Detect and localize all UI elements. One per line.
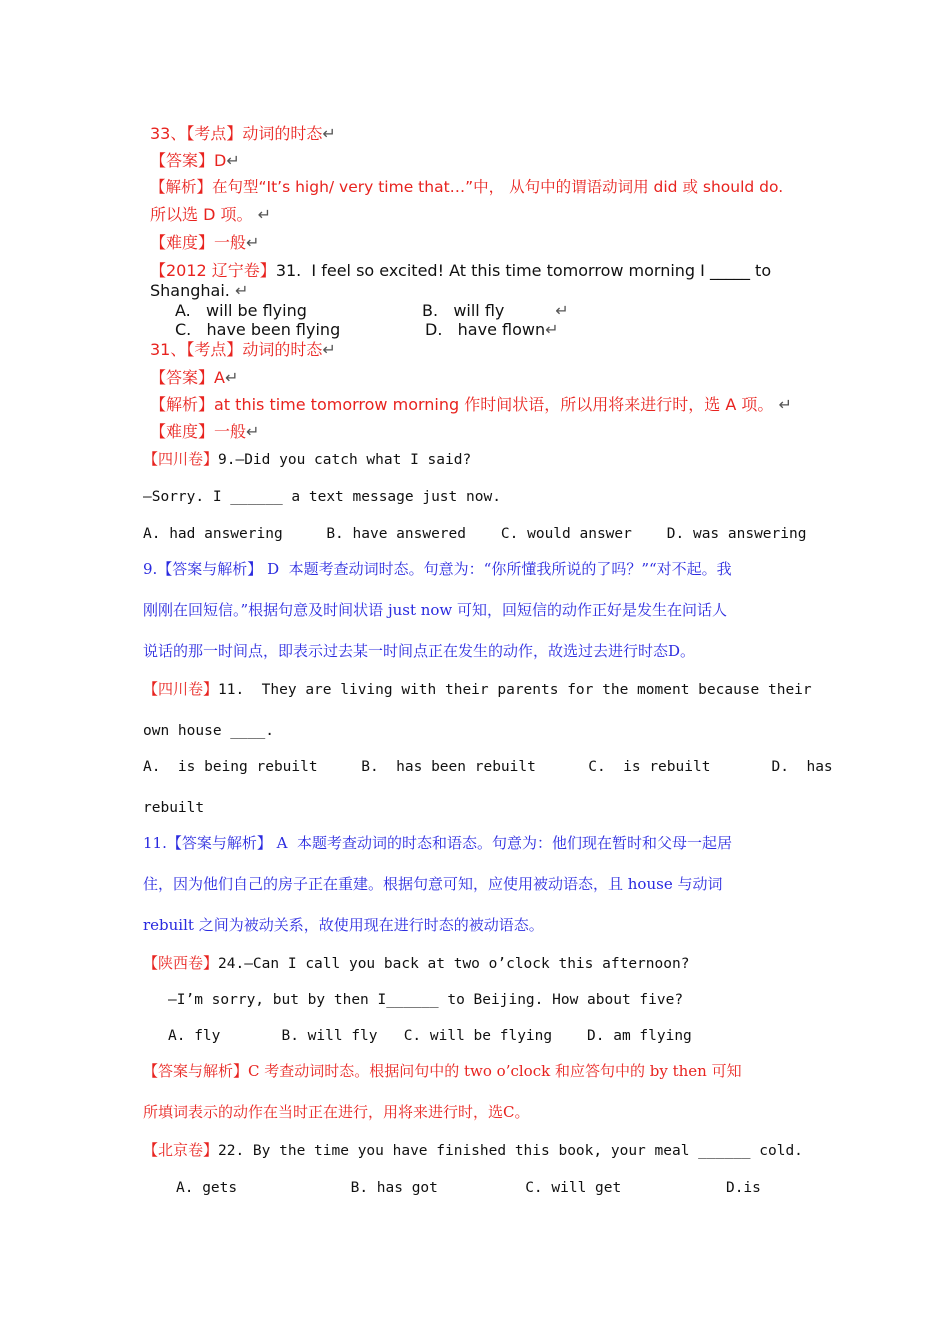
q11-stem-line1: 【四川卷】11. They are living with their parents for the moment because their: [143, 680, 812, 698]
q11-analysis-line2: 住，因为他们自己的房子正在重建。根据句意可知，应使用被动语态，且 house 与动词: [143, 875, 723, 893]
q31-answer: 【答案】A↵: [150, 368, 239, 387]
q31-difficulty: 【难度】一般↵: [150, 422, 260, 441]
q31-stem-line2: Shanghai. ↵: [150, 281, 249, 300]
q22-stem: 【北京卷】22. By the time you have finished this book, your meal ______ cold.: [143, 1141, 803, 1159]
q33-answer: 【答案】D↵: [150, 151, 240, 170]
q24-options: A. fly B. will fly C. will be flying D. am flying: [168, 1028, 692, 1044]
q33-analysis-line2: 所以选 D 项。 ↵: [150, 205, 271, 224]
q11-options: A. is being rebuilt B. has been rebuilt C. is rebuilt D. has: [143, 759, 833, 775]
q33-analysis-line1: 【解析】在句型“It’s high/ very time that…”中， 从句中的谓语动词用 did 或 should do.: [150, 178, 784, 196]
q31-option-c: C. have been flying: [175, 320, 341, 339]
q31-analysis: 【解析】at this time tomorrow morning 作时间状语，所以用将来进行时，选 A 项。 ↵: [150, 395, 792, 414]
q31-point: 31、【考点】动词的时态↵: [150, 340, 336, 359]
q31-option-d: D. have flown↵: [425, 320, 559, 339]
q22-source: 【北京卷】: [143, 1141, 219, 1159]
q24-analysis-line2: 所填词表示的动作在当时正在进行，用将来进行时，选C。: [143, 1103, 530, 1121]
q9-analysis-line3: 说话的那一时间点，即表示过去某一时间点正在发生的动作，故选过去进行时态D。: [143, 642, 696, 660]
q24-analysis-line1: 【答案与解析】C 考查动词时态。根据问句中的 two o’clock 和应答句中的 by then 可知: [143, 1062, 742, 1080]
q9-options: A. had answering B. have answered C. would answer D. was answering: [143, 526, 807, 542]
q24-stem-line2: —I’m sorry, but by then I______ to Beijing. How about five?: [168, 992, 684, 1008]
q11-analysis-line1: 11.【答案与解析】 A 本题考查动词的时态和语态。句意为：他们现在暂时和父母一起居: [143, 834, 732, 852]
q24-source: 【陕西卷】: [143, 954, 219, 972]
q11-analysis-line3: rebuilt 之间为被动关系，故使用现在进行时态的被动语态。: [143, 916, 544, 934]
q22-options: A. gets B. has got C. will get D.is: [176, 1180, 761, 1196]
q33-point: 33、【考点】动词的时态↵: [150, 124, 336, 143]
q11-stem-line2: own house ____.: [143, 723, 274, 739]
q31-option-b: B. will fly ↵: [422, 301, 569, 320]
q9-analysis-line2: 刚刚在回短信。”根据句意及时间状语 just now 可知，回短信的动作正好是发生在问话人: [143, 601, 728, 619]
q9-stem-line2: —Sorry. I ______ a text message just now.: [143, 489, 501, 505]
q33-difficulty: 【难度】一般↵: [150, 233, 260, 252]
q24-stem-line1: 【陕西卷】24.—Can I call you back at two o’clock this afternoon?: [143, 954, 690, 972]
q11-source: 【四川卷】: [143, 680, 219, 698]
q31-option-a: A. will be flying: [175, 301, 307, 320]
q31-source: 【2012 辽宁卷】: [150, 261, 276, 280]
q9-source: 【四川卷】: [143, 450, 219, 468]
q11-options-wrap: rebuilt: [143, 800, 205, 816]
q31-stem-line1: 【2012 辽宁卷】31. I feel so excited! At this time tomorrow morning I _____ to: [150, 261, 772, 280]
q9-analysis-line1: 9.【答案与解析】 D 本题考查动词时态。句意为：“你所懂我所说的了吗？”“对不起。我: [143, 560, 732, 578]
q9-stem-line1: 【四川卷】9.—Did you catch what I said?: [143, 450, 472, 468]
